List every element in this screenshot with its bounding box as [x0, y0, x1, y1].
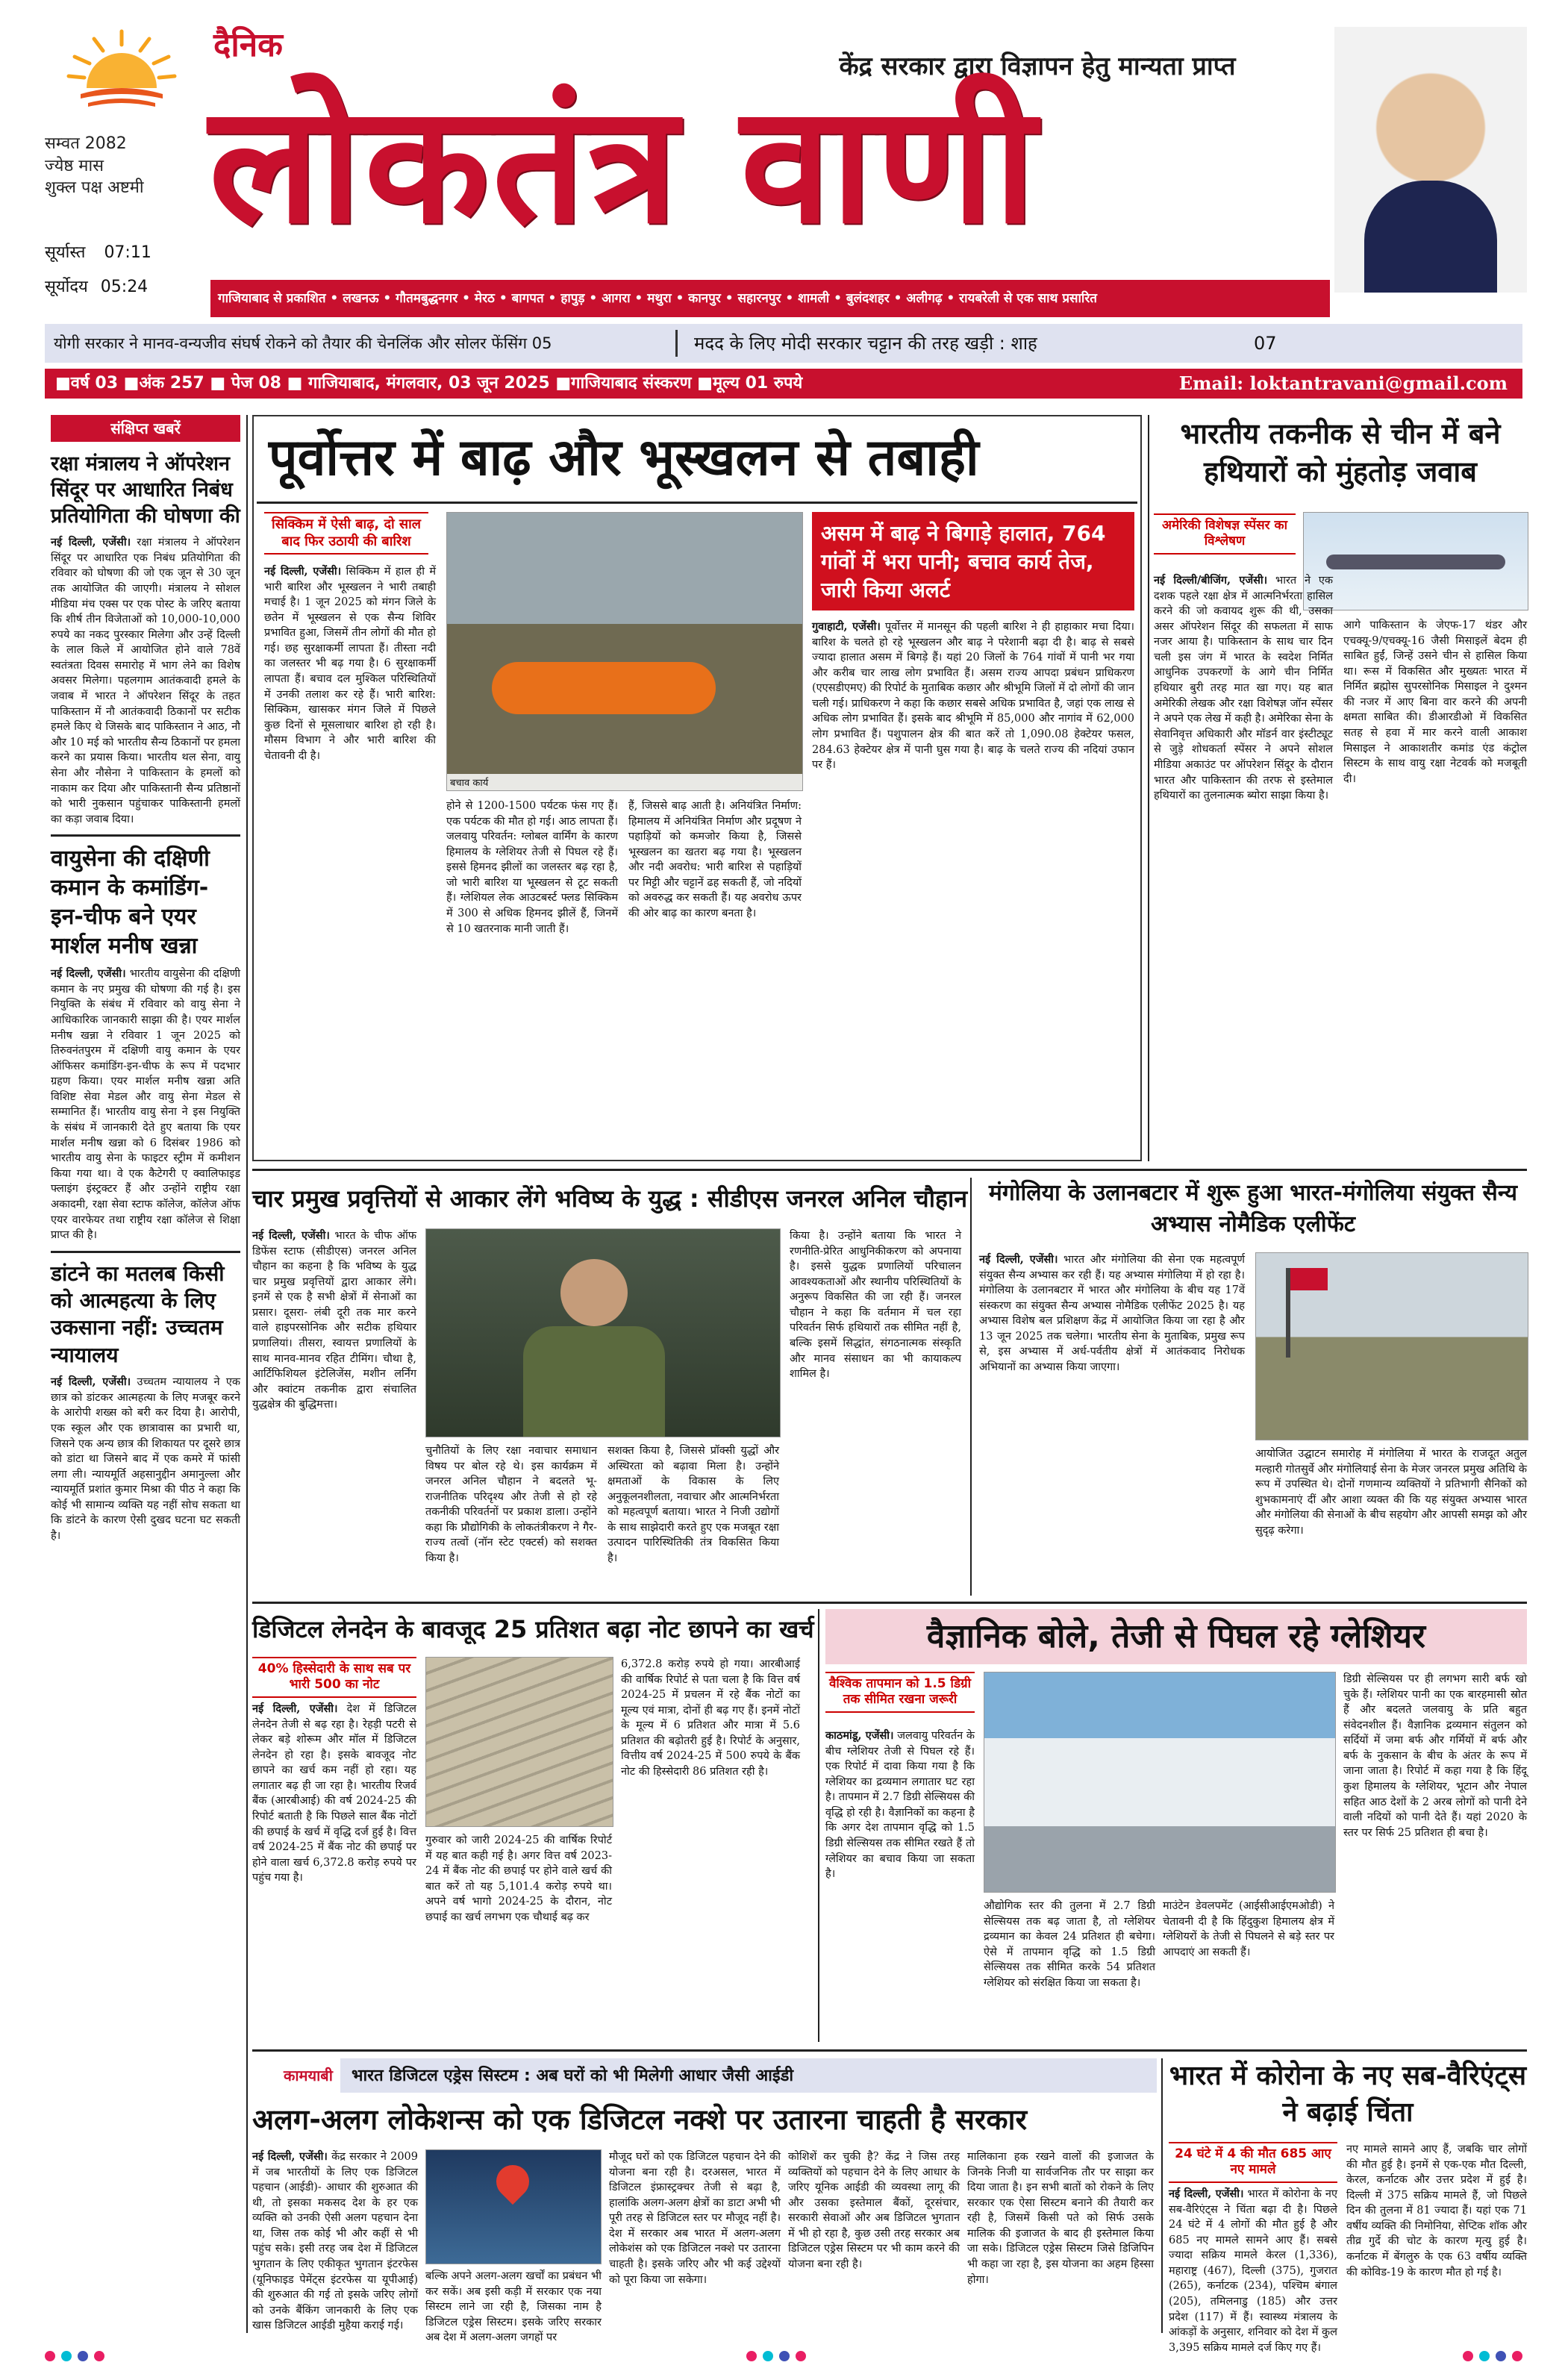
glacier-sub-badge: वैश्विक तापमान को 1.5 डिग्री तक सीमित रखना जरूरी — [825, 1672, 975, 1713]
issue-bar: ■वर्ष 03 ■अंक 257 ■ पेज 08 ■ गाजियाबाद, मंगलवार, 03 जून 2025 ■गाजियाबाद संस्करण ■मूल्य 01 रुपये Email: loktantravani@gmail.com — [45, 369, 1522, 399]
sidebar-story1-body: रक्षा मंत्रालय ने ऑपरेशन सिंदूर पर आधारित एक निबंध प्रतियोगिता की रविवार को घोषणा की जो एक जून से 30 जून तक आयोजित की जाएगी। मंत्रालय ने सोशल मीडिया मंच एक्स पर एक पोस्ट के जरिए बताया कि शीर्ष तीन विजेताओं को 10,000-10,000 रुपये का नकद पुरस्कार मिलेगा और उन्हें दिल्ली के लाल किले में आयोजित होने वाले 78वें स्वतंत्रता दिवस समारोह में भाग लेने का विशेष अवसर मिलेगा। पहलगाम आतंकवादी हमले के जवाब में भारत ने ऑपरेशन सिंदूर के तहत पाकिस्तान में नौ आतंकवादी ठिकानों पर सटीक हमले किए थे जिसके बाद पाकिस्तान ने आठ, नौ और 10 मई को भारतीय सैन्य ठिकानों पर हमला करने का प्रयास किया। भारतीय थल सेना, वायु सेना और नौसेना ने पाकिस्तान के हमलों को नाकाम कर दिया और पाकिस्तानी सैन्य प्रतिष्ठानों को भारी नुकसान पहुंचाकर पाकिस्तानी हमलों का कड़ा जवाब दिया। — [51, 537, 240, 825]
mongolia-dateline: नई दिल्ली, एजेंसी। — [979, 1253, 1058, 1266]
sidebar — [51, 415, 240, 2333]
ticker-bar — [45, 324, 1522, 363]
ticker-left[interactable]: योगी सरकार ने मानव-वन्यजीव संघर्ष रोकने को तैयार की चेनलिंक और सोलर फेंसिंग 05 — [54, 334, 552, 352]
sunset-label: सूर्यास्त — [45, 243, 86, 262]
address-body-e: मालिकाना हक रखने वालों की इजाजत के जिनके निजी या सार्वजनिक तौर पर साझा कर दिया जाता है। इन सभी बातों को रोकने के लिए सरकार एक ऐसा सिस्टम बनाने की तैयारी कर रही है, जिसमें किसी पते को सिर्फ उसके मालिक की इजाजत के बाद ही इस्तेमाल किया जा सके। डिजिटल एड्रेस सिस्टम जिसे डिजिपिन भी कहा जा रहा है, इस योजना का अहम हिस्सा होगा। — [967, 2151, 1154, 2286]
address-body-c: मौजूद घरों को एक डिजिटल पहचान देने की योजना बना रही है। दरअसल, भारत में डिजिटल इंफ्रास्ट्रक्चर तेजी से बढ़ा है, हालांकि अलग-अलग क्षेत्रों का डाटा अभी भी पूरी तरह से डिजिटल स्तर पर मौजूद नहीं है। देश में सरकार अब भारत में अलग-अलग लोकेशंस को एक डिजिटल नक्शे पर उतारना चाहती है। इसके जरिए और भी कई उद्देश्यों को पूरा किया जा सकेगा। — [609, 2151, 781, 2286]
footer-dots-right — [1463, 2351, 1522, 2361]
paksha-label: शुक्ल पक्ष अष्टमी — [45, 178, 144, 198]
ticker-right-page: 07 — [1254, 333, 1277, 354]
sidebar-story2-dateline: नई दिल्ली, एजेंसी। — [51, 967, 126, 981]
cds-story — [252, 1178, 968, 1596]
footer-dot — [763, 2351, 773, 2361]
tech-body-a: भारत ने एक दशक पहले रक्षा क्षेत्र में आत्मनिर्भरता हासिल करने की जो कवायद शुरू की थी, उसका असर ऑपरेशन सिंदूर की सफलता में साफ नजर आया है। पाकिस्तान के साथ चार दिन चली इस जंग में भारत के स्वदेश निर्मित आधुनिक उपकरणों के आगे चीन निर्मित हथियार बुरी तरह मात खा गए। यह बात अमेरिकी लेखक और रक्षा विशेषज्ञ जॉन स्पेंसर ने अपने एक लेख में कही है। अमेरिका सेना के सेवानिवृत्त अधिकारी और मॉडर्न वार इंस्टीट्यूट से जुड़े शोधकर्ता स्पेंसर ने अपने सोशल मीडिया अकाउंट पर ऑपरेशन सिंदूर के दौरान भारत और पाकिस्तान की तरफ से इस्तेमाल हथियारों का तुलनात्मक ब्योरा साझा किया है। — [1154, 575, 1333, 802]
footer-dot — [1512, 2351, 1522, 2361]
notes-body-b: गुरुवार को जारी 2024-25 की वार्षिक रिपोर्ट में यह बात कही गई है। अगर वित्त वर्ष 2023-24 में बैंक नोट की छपाई पर होने वाले खर्च की बात करें तो यह 5,101.4 करोड़ रुपये था। अपने वर्ष भागो 2024-25 के दौरान, नोट छपाई का खर्च लगभग एक चौथाई बढ़ कर — [425, 1834, 612, 1923]
mongolia-headline[interactable]: मंगोलिया के उलानबटार में शुरू हुआ भारत-मंगोलिया संयुक्त सैन्य अभ्यास नोमैडिक एलीफेंट — [988, 1180, 1518, 1237]
lead-headline[interactable]: पूर्वोत्तर में बाढ़ और भूस्खलन से तबाही — [269, 428, 979, 487]
masthead-title: लोकतंत्र वाणी — [209, 71, 1039, 260]
tech-sub-badge: अमेरिकी विशेषज्ञ स्पेंसर का विश्लेषण — [1154, 513, 1296, 555]
sidebar-story3-dateline: नई दिल्ली, एजेंसी। — [51, 1375, 131, 1389]
tech-headline[interactable]: भारतीय तकनीक से चीन में बने हथियारों को मुंहतोड़ जवाब — [1180, 417, 1501, 489]
assam-headline-box — [812, 512, 1134, 610]
masthead-daily: दैनिक — [213, 26, 283, 64]
address-tag-line[interactable]: भारत डिजिटल एड्रेस सिस्टम : अब घरों को भी मिलेगी आधार जैसी आईडी — [351, 2067, 794, 2085]
sidebar-story3-body: उच्चतम न्यायालय ने एक छात्र को डांटकर आत्महत्या के लिए मजबूर करने के आरोपी शख्स को बरी कर दिया है। आरोपी, एक स्कूल और एक छात्रावास का प्रभारी था, जिसने एक अन्य छात्र की शिकायत पर दूसरे छात्र को डांटा था जिसने बाद में एक कमरे में फांसी लगा ली। न्यायमूर्ति अहसानुद्दीन अमानुल्ला और न्यायमूर्ति प्रशांत कुमार मिश्रा की पीठ ने कहा कि कोई भी सामान्य व्यक्ति यह नहीं सोच सकता था कि डांटने के कारण ऐसी दुखद घटना घट सकती है। — [51, 1376, 240, 1543]
house-map-photo — [425, 2149, 602, 2264]
sunrise-label: सूर्योदय — [45, 278, 88, 296]
covid-body-a: भारत में कोरोना के नए सब-वैरिएंट्स ने चिंता बढ़ा दी है। पिछले 24 घंटे में 4 लोगों की मौत हुई है और 685 नए मामले सामने आए हैं। सबसे ज्यादा सक्रिय मामले केरल (1,336), महाराष्ट्र (467), दिल्ली (375), गुजरात (265), कर्नाटक (234), पश्चिम बंगाल (205), तमिलनाडु (185) और उत्तर प्रदेश (117) में हैं। स्वास्थ्य मंत्रालय के आंकड़ों के अनुसार, शनिवार को देश में कुल 3,395 सक्रिय मामले दर्ज किए गए हैं। — [1169, 2188, 1337, 2354]
glacier-body-d: डिग्री सेल्सियस पर ही लगभग सारी बर्फ खो चुके हैं। ग्लेशियर पानी का एक बारहमासी स्रोत हैं और बदलते जलवायु के प्रति बहुत संवेदनशील हैं। वैज्ञानिक द्रव्यमान संतुलन को सर्दियों में जमा बर्फ और गर्मियों में बर्फ और बर्फ के नुकसान के बीच के अंतर के रूप में जाना जाता है। रिपोर्ट में कहा गया है कि हिंदू कुश हिमालय के ग्लेशियर, भूटान और नेपाल सहित आठ देशों के 2 अरब लोगों को पानी देने वाली नदियों को पानी देते हैं। यहां 2020 के स्तर पर सिर्फ 25 प्रतिशत ही बचा है। — [1343, 1673, 1527, 1839]
cds-body-c: सशक्त किया है, जिससे प्रॉक्सी युद्धों और अस्थिरता को बढ़ावा मिला है। उन्होंने क्षमताओं के विकास के लिए अनुकूलनशीलता, नवाचार और आत्मनिर्भरता को महत्वपूर्ण बताया। भारत ने निजी उद्योगों के साथ साझेदारी करते हुए एक मजबूत रक्षा उत्पादन पारिस्थितिकी तंत्र विकसित किया है। — [607, 1445, 779, 1565]
glacier-mountain-photo — [984, 1672, 1336, 1893]
notes-headline[interactable]: डिजिटल लेनदेन के बावजूद 25 प्रतिशत बढ़ा नोट छापने का खर्च — [252, 1615, 814, 1643]
lead-body-b: होने से 1200-1500 पर्यटक फंस गए हैं। एक पर्यटक की मौत हो गई। आठ लापता हैं। जलवायु परिवर्तन: ग्लोबल वार्मिंग के कारण हिमालय के ग्लेशियर तेजी से पिघल रहे हैं। इससे हिमनद झीलों का जलस्तर बढ़ रहा है, जो भारी बारिश या भूस्खलन से टूट सकती हैं। ग्लेशियल लेक आउटबर्स्ट फ्लड सिक्किम में 300 से अधिक हिमनद झीलें हैं, जिनमें से 10 खतरनाक मानी जाती हैं। — [446, 800, 618, 935]
cds-body-a: भारत के चीफ ऑफ डिफेंस स्टाफ (सीडीएस) जनरल अनिल चौहान का कहना है कि भविष्य के युद्ध चार प्रमुख प्रवृत्तियों द्वारा आकार लेंगे। इनमें से एक है सभी क्षेत्रों में सेनाओं का प्रसार। दूसरा- लंबी दूरी तक मार करने वाले हाइपरसोनिक और सटीक हथियार प्रणालियां। तीसरा, स्वायत्त प्रणालियों के साथ मानव-मानव रहित टीमिंग। चौथा है, आर्टिफिशियल इंटेलिजेंस, मशीन लर्निंग और क्वांटम तकनीक द्वारा संचालित युद्धक्षेत्र की बुद्धिमत्ता। — [252, 1230, 417, 1411]
cds-dateline: नई दिल्ली, एजेंसी। — [252, 1229, 330, 1242]
notes-story — [252, 1609, 812, 2042]
glacier-body-c: माउंटेन डेवलपमेंट (आईसीआईएमओडी) ने चेतावनी दी है कि हिंदुकुश हिमालय क्षेत्र में ग्लेशियरों के तेजी से पिघलने से बड़े स्तर पर आपदाएं आ सकती हैं। — [1163, 1900, 1334, 1958]
notes-body-c: 6,372.8 करोड़ रुपये हो गया। आरबीआई की वार्षिक रिपोर्ट से पता चला है कि वित्त वर्ष 2024-25 में प्रचलन में रहे बैंक नोटों का मूल्य एवं मात्रा, दोनों ही बढ़ गए हैं। इनमें नोटों के मूल्य में 6 प्रतिशत और मात्रा में 5.6 प्रतिशत की बढ़ोतरी हुई है। रिपोर्ट के अनुसार, वित्तीय वर्ष 2024-25 में 500 रुपये के बैंक नोट की हिस्सेदारी 86 प्रतिशत रही है। — [621, 1658, 800, 1778]
samvat-label: सम्वत 2082 — [45, 134, 127, 153]
sidebar-story3-headline[interactable]: डांटने का मतलब किसी को आत्महत्या के लिए उकसाना नहीं: उच्चतम न्यायालय — [51, 1261, 225, 1367]
glacier-headline-box — [825, 1609, 1527, 1664]
glacier-dateline: काठमांडू, एजेंसी। — [825, 1729, 894, 1742]
lead-body-a: सिक्किम में हाल ही में भारी बारिश और भूस्खलन ने भारी तबाही मचाई है। 1 जून 2025 को मंगन जिले के छतेन में भूस्खलन से एक सैन्य शिविर प्रभावित हुआ, जिसमें तीन लोगों की मौत हो गई। छह सुरक्षाकर्मी लापता हैं। तीस्ता नदी का जलस्तर भी बढ़ गया है। 6 सुरक्षाकर्मी लापता हैं। बचाव दल मुश्किल परिस्थितियों में उनकी तलाश कर रहे हैं। भारी बारिश: सिक्किम, खासकर मंगन जिले में पिछले कुछ दिनों से मूसलाधार बारिश हो रही है। मौसम विभाग ने और भारी बारिश की चेतावनी दी है। — [264, 566, 436, 762]
footer-dot — [61, 2351, 72, 2361]
sidebar-story2-body: भारतीय वायुसेना की दक्षिणी कमान के नए प्रमुख की घोषणा की गई है। इस नियुक्ति के संबंध में रविवार को वायु सेना ने आधिकारिक जानकारी साझा की है। एयर मार्शल मनीष खन्ना ने रविवार 1 जून 2025 को तिरुवनंतपुरम में दक्षिणी वायु कमान के एयर ऑफिसर कमांडिंग-इन-चीफ के रूप में पदभार ग्रहण किया। एयर मार्शल मनीष खन्ना अति विशिष्ट सेवा मेडल और वायु सेना मेडल से सम्मानित हैं। भारतीय वायु सेना ने इस नियुक्ति के संबंध में जानकारी देते हुए बताया कि एयर मार्शल मनीष खन्ना को 6 दिसंबर 1986 को भारतीय वायु सेना के फाइटर स्ट्रीम में कमीशन किया गया था। वे एक कैटेगरी ए क्वालिफाइड फ्लाइंग इंस्ट्रक्टर हैं और उन्होंने राष्ट्रीय रक्षा अकादमी, रक्षा सेवा स्टाफ कॉलेज, कॉलेज ऑफ एयर वारफेयर तथा राष्ट्रीय रक्षा कॉलेज से शिक्षा प्राप्त की है। — [51, 968, 240, 1242]
glacier-story — [825, 1609, 1527, 2042]
covid-body-b: नए मामले सामने आए हैं, जबकि चार लोगों की मौत हुई है। इनमें से एक-एक मौत दिल्ली, केरल, कर्नाटक और उत्तर प्रदेश में हुई है। दिल्ली में 375 सक्रिय मामले हैं, जो पिछले दिन की तुलना में 81 ज्यादा हैं। यहां एक 71 वर्षीय व्यक्ति की निमोनिया, सेप्टिक शॉक और तीव्र गुर्दे की चोट के कारण मृत्यु हुई है। कर्नाटक में बेंगलुरु के एक 63 वर्षीय व्यक्ति की कोविड-19 के कारण मौत हो गई है। — [1346, 2143, 1527, 2279]
covid-sub-badge: 24 घंटे में 4 की मौत 685 आए नए मामले — [1169, 2142, 1337, 2183]
lead-story — [252, 415, 1142, 1161]
lead-sub-badge: सिक्किम में ऐसी बाढ़, दो साल बाद फिर उठायी की बारिश — [264, 512, 428, 555]
month-label: ज्येष्ठ मास — [45, 156, 104, 175]
lead-dateline: नई दिल्ली, एजेंसी। — [264, 565, 342, 578]
footer-dot — [45, 2351, 55, 2361]
lead-body-c: हैं, जिससे बाढ़ आती है। अनियंत्रित निर्माण: हिमालय में अनियंत्रित निर्माण और प्रदूषण ने पहाड़ियों को कमजोर किया है, जिससे भूस्खलन का खतरा बढ़ गया है। भूस्खलन और नदी अवरोध: भारी बारिश से पहाड़ियों पर मिट्टी और चट्टानें ढह सकती हैं, जो नदियों को अवरुद्ध कर सकती हैं। यह अवरोध ऊपर की ओर बाढ़ का कारण बनता है। — [628, 800, 802, 920]
sidebar-story1-headline[interactable]: रक्षा मंत्रालय ने ऑपरेशन सिंदूर पर आधारित निबंध प्रतियोगिता की घोषणा की — [51, 452, 240, 528]
mongolia-story — [979, 1178, 1527, 1596]
notes-body-a: देश में डिजिटल लेनदेन तेजी से बढ़ रहा है। रेहड़ी पटरी से लेकर बड़े शोरूम और मॉल में डिजिटल लेनदेन हो रहा है। इसके बावजूद नोट छापने का खर्च कम नहीं हो रहा। यह लगातार बढ़ ही जा रहा है। भारतीय रिजर्व बैंक (आरबीआई) की वर्ष 2024-25 की रिपोर्ट बताती है कि पिछले साल बैंक नोटों की छपाई के खर्च में वृद्धि दर्ज हुई है। वित्त वर्ष 2024-25 में बैंक नोट की छपाई पर होने वाला खर्च 6,372.8 करोड़ रुपये पर पहुंच गया है। — [252, 1703, 416, 1884]
tech-story — [1154, 415, 1527, 1161]
assam-headline[interactable]: असम में बाढ़ ने बिगाड़े हालात, 764 गांवों में भरा पानी; बचाव कार्य तेज, जारी किया अलर्ट — [821, 521, 1106, 602]
glacier-body-a: जलवायु परिवर्तन के बीच ग्लेशियर तेजी से पिघल रहे हैं। एक रिपोर्ट में दावा किया गया है कि ग्लेशियर का द्रव्यमान लगातार घट रहा है। तापमान में 2.7 डिग्री सेल्सियस की वृद्धि हो रही है। वैज्ञानिकों का कहना है कि अगर देश तापमान वृद्धि को 1.5 डिग्री सेल्सियस तक सीमित रखते हैं तो ग्लेशियर का बचाव किया जा सकता है। — [825, 1730, 975, 1881]
glacier-body-b: औद्योगिक स्तर की तुलना में 2.7 डिग्री सेल्सियस तक बढ़ जाता है, तो ग्लेशियर द्रव्यमान का केवल 24 प्रतिशत ही बचेगा। ऐसे में तापमान वृद्धि को 1.5 डिग्री सेल्सियस तक सीमित करके 54 प्रतिशत ग्लेशियर को संरक्षित किया जा सकता है। — [984, 1900, 1155, 1989]
address-body-d: कोशिशें कर चुकी है? केंद्र ने जिस तरह व्यक्तियों को पहचान देने के लिए आधार के जरिए यूनिक आईडी की व्यवस्था लागू की और उसका इस्तेमाल बैंकों, दूरसंचार, सरकारी सेवाओं और अब डिजिटल भुगतान में भी हो रहा है, कुछ उसी तरह सरकार अब डिजिटल एड्रेस सिस्टम पर भी काम करने की योजना बना रही है। — [788, 2151, 960, 2271]
notes-dateline: नई दिल्ली, एजेंसी। — [252, 1702, 338, 1715]
footer-dot — [94, 2351, 104, 2361]
tech-body-b: आगे पाकिस्तान के जेएफ-17 थंडर और एचक्यू-9/एचक्यू-16 जैसी मिसाइलें बेदम ही साबित हुईं, जिन्हें उसने चीन से हासिल किया था। रूस में विकसित और मुख्यतः भारत में निर्मित ब्रह्मोस सुपरसोनिक मिसाइल ने दुश्मन की नजर में आए बिना वार करने की अपनी क्षमता साबित की। डीआरडीओ में विकसित सतह से हवा में मार करने वाली आकाश मिसाइल ने आकाशतीर कमांड एंड कंट्रोल सिस्टम के साथ वायु रक्षा नेटवर्क को मजबूती दी। — [1343, 619, 1527, 785]
address-body-b: बल्कि अपने अलग-अलग खर्चों का प्रबंधन भी कर सकें। अब इसी कड़ी में सरकार एक नया सिस्टम लाने जा रही है, जिसका नाम है डिजिटल एड्रेस सिस्टम। इसके जरिए सरकार अब देश में अलग-अलग जगहों पर — [425, 2270, 602, 2344]
mongolia-body-b: आयोजित उद्घाटन समारोह में मंगोलिया में भारत के राजदूत अतुल मल्हारी गोतसुर्वे और मंगोलियाई सेना के मेजर जनरल प्रमुख अतिथि के रूप में उपस्थित थे। दोनों गणमान्य व्यक्तियों ने प्रतिभागी सैनिकों को शुभकामनाएं दीं और आशा व्यक्त की कि यह संयुक्त अभ्यास भारत और मंगोलिया की सेनाओं के बीच सहयोग और आपसी समझ को और सुदृढ़ करेगा। — [1255, 1448, 1527, 1537]
footer-dot — [1496, 2351, 1506, 2361]
address-tag: कामयाबी — [276, 2058, 340, 2093]
glacier-headline[interactable]: वैज्ञानिक बोले, तेजी से पिघल रहे ग्लेशियर — [926, 1617, 1426, 1655]
assam-body: पूर्वोत्तर में मानसून की पहली बारिश ने ही हाहाकार मचा दिया। बारिश के चलते हो रहे भूस्खलन और बाढ़ ने परेशानी बढ़ा दी है। बाढ़ से सबसे ज्यादा हालात असम में बिगड़े हैं। यहां 20 जिलों के 764 गांवों में पानी भर गया और करीब चार लाख लोग प्रभावित हैं। असम राज्य आपदा प्रबंधन प्राधिकरण (एएसडीएमए) की रिपोर्ट के मुताबिक कछार और श्रीभूमि जिलों में दो लोगों की जान चली गई। प्राधिकरण ने कहा कि कछार सबसे अधिक प्रभावित है, जहां एक लाख से अधिक लोग प्रभावित हैं। इसके बाद श्रीभूमि में 85,000 और नागांव में 62,000 लोग प्रभावित हैं। पशुपालन क्षेत्र की बात करें तो 1,090.08 हेक्टेयर फसल, 284.63 हेक्टेयर क्षेत्र में पानी घुस गया है। बाढ़ के चलते राज्य की नदियां उफान पर हैं। — [812, 621, 1134, 772]
ticker-right[interactable]: मदद के लिए मोदी सरकार चट्टान की तरह खड़ी : शाह — [694, 333, 1037, 354]
sunset-time: 07:11 — [104, 243, 151, 262]
sidebar-heading: संक्षिप्त खबरें — [51, 415, 240, 442]
covid-dateline: नई दिल्ली, एजेंसी। — [1169, 2187, 1244, 2200]
cds-headline[interactable]: चार प्रमुख प्रवृत्तियों से आकार लेंगे भविष्य के युद्ध : सीडीएस जनरल अनिल चौहान — [252, 1184, 968, 1213]
tech-dateline: नई दिल्ली/बीजिंग, एजेंसी। — [1154, 574, 1268, 587]
cities-bar: गाजियाबाद से प्रकाशित • लखनऊ • गौतमबुद्धनगर • मेरठ • बागपत • हापुड़ • आगरा • मथुरा • कानपुर • सहारनपुर • शामली • बुलंदशहर • अलीगढ़ • रायबरेली से एक साथ प्रसारित — [210, 280, 1330, 317]
currency-notes-photo — [425, 1657, 613, 1827]
footer-dot — [779, 2351, 790, 2361]
cds-body-b: चुनौतियों के लिए रक्षा नवाचार समाधान विषय पर बोल रहे थे। इस कार्यक्रम में जनरल अनिल चौहान ने बदलते भू-राजनीतिक परिदृश्य और तेजी से हो रहे तकनीकी परिवर्तनों पर प्रकाश डाला। उन्होंने कहा कि प्रौद्योगिकी के लोकतंत्रीकरण ने गैर-राज्य तत्वों (नॉन स्टेट एक्टर्स) को सशक्त किया है। — [425, 1445, 597, 1565]
notes-sub-badge: 40% हिस्सेदारी के साथ सब पर भारी 500 का नोट — [252, 1657, 416, 1698]
address-dateline: नई दिल्ली, एजेंसी। — [252, 2150, 328, 2163]
footer-dots-center — [746, 2351, 806, 2361]
cds-speaker-photo — [425, 1228, 781, 1437]
footer-dots-left — [45, 2351, 104, 2361]
sun-logo-icon — [66, 30, 178, 112]
sunrise-time: 05:24 — [100, 278, 149, 296]
footer-dot — [796, 2351, 806, 2361]
address-body-a: केंद्र सरकार ने 2009 में जब भारतीयों के लिए एक डिजिटल पहचान (आईडी)- आधार की शुरुआत की थी, तो इसका मकसद देश के हर एक व्यक्ति को उनकी ऐसी अलग पहचान देना था, जिस तक कोई भी और कहीं से भी पहुंच सके। इसी तरह जब देश में डिजिटल भुगतान के लिए एकीकृत भुगतान इंटरफेस (यूनिफाइड पेमेंट्स इंटरफेस या यूपीआई) की शुरुआत की गई तो इसके जरिए लोगों को उनके बैंकिंग जानकारी के लिए एक खास डिजिटल आईडी मुहैया कराई गई। — [252, 2151, 419, 2332]
assam-dateline: गुवाहाटी, एजेंसी। — [812, 620, 881, 633]
footer-dot — [746, 2351, 757, 2361]
cds-body-d: किया है। उन्होंने बताया कि भारत ने रणनीति-प्रेरित आधुनिकीकरण को अपनाया है। इससे युद्धक प्रणालियों परिचालन आवश्यकताओं और स्थानीय परिस्थितियों के अनुरूप विकसित की जा रही हैं। जनरल चौहान ने कहा कि वर्तमान में चल रहा परिवर्तन सिर्फ हथियारों तक सीमित नहीं है, बल्कि इसमें सिद्धांत, संगठनात्मक संस्कृति और मानव संसाधन का भी कायाकल्प शामिल है। — [790, 1230, 961, 1381]
address-headline[interactable]: अलग-अलग लोकेशन्स को एक डिजिटल नक्शे पर उतारना चाहती है सरकार — [252, 2103, 1027, 2136]
email-link[interactable]: Email: loktantravani@gmail.com — [1178, 372, 1508, 394]
mongolia-troops-photo — [1255, 1252, 1528, 1440]
lead-flood-photo: बचाव कार्य — [446, 512, 803, 791]
footer-dot — [1479, 2351, 1490, 2361]
footer-dot — [78, 2351, 88, 2361]
sidebar-story2-headline[interactable]: वायुसेना की दक्षिणी कमान के कमांडिंग-इन-चीफ बने एयर मार्शल मनीष खन्ना — [51, 846, 210, 960]
footer-dot — [1463, 2351, 1473, 2361]
mongolia-body-a: भारत और मंगोलिया की सेना एक महत्वपूर्ण संयुक्त सैन्य अभ्यास कर रही हैं। यह अभ्यास मंगोलिया में हो रहा है। मंगोलिया के उलानबटार में भारत और मंगोलिया के बीच यह 17वें संस्करण का संयुक्त सैन्य अभ्यास नोमैडिक एलीफेंट 2025 है। यह अभ्यास विशेष बल प्रशिक्षण केंद्र में आयोजित किया जा रहा है और 13 जून 2025 तक चलेगा। भारतीय सेना के मुताबिक, प्रमुख रूप से, इस अभ्यास में अर्ध-पर्वतीय क्षेत्रों में आतंकवाद निरोधक अभियानों का अभ्यास किया जाएगा। — [979, 1254, 1245, 1374]
address-tag-bar — [276, 2058, 1157, 2093]
covid-story — [1169, 2058, 1527, 2354]
covid-headline[interactable]: भारत में कोरोना के नए सब-वैरिएंट्स ने बढ़ाई चिंता — [1169, 2061, 1527, 2128]
masthead-recognition: केंद्र सरकार द्वारा विज्ञापन हेतु मान्यता प्राप्त — [839, 51, 1236, 81]
sidebar-story1-dateline: नई दिल्ली, एजेंसी। — [51, 536, 131, 549]
portrait-photo — [1334, 27, 1527, 293]
missile-photo — [1303, 512, 1528, 610]
